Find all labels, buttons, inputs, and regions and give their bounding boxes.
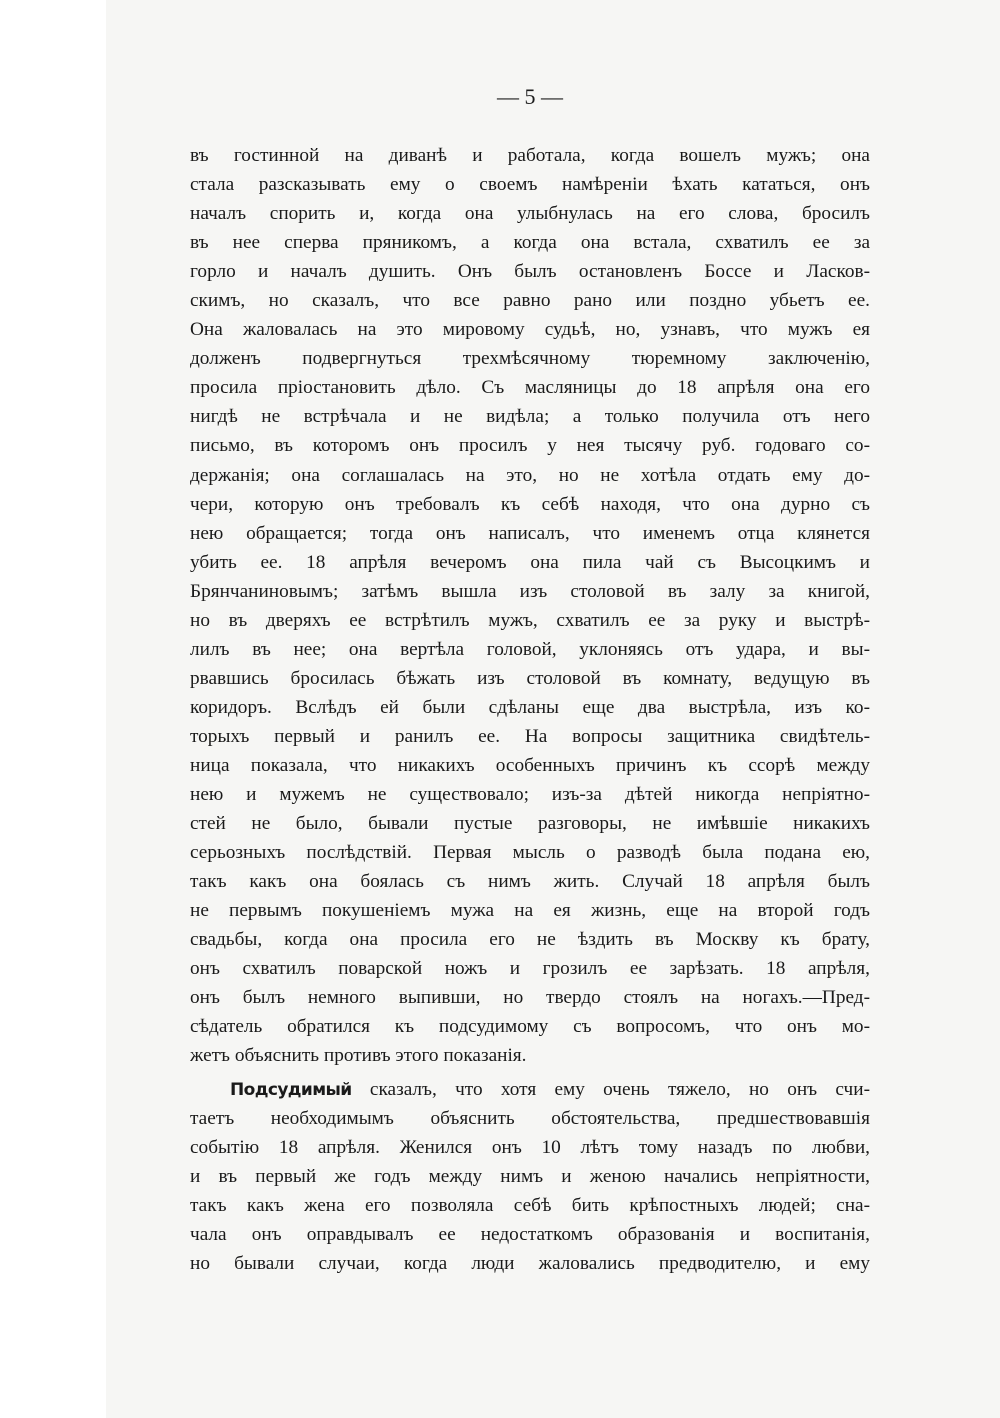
text-line: рвавшись бросилась бѣжать изъ столовой въ комнату, ведущую въ — [190, 667, 870, 689]
text-line: въ гостинной на диванѣ и работала, когда вошелъ мужъ; она — [190, 145, 870, 166]
text-line: въ нее сперва пряникомъ, а когда она встала, схватилъ ее за — [190, 232, 870, 254]
text-line: горло и началъ душить. Онъ былъ остановленъ Боссе и Ласков- — [190, 261, 870, 283]
text-line: долженъ подвергнуться трехмѣсячному тюремному заключенію, — [190, 348, 870, 370]
text-line: и въ первый же годъ между нимъ и женою начались непріятности, — [190, 1165, 870, 1187]
text-line: онъ схватилъ поварской ножъ и грозилъ ее зарѣзать. 18 апрѣля, — [190, 958, 870, 980]
text-line: сѣдатель обратился къ подсудимому съ вопросомъ, что онъ мо- — [190, 1016, 870, 1038]
text-line: таетъ необходимымъ объяснить обстоятельства, предшествовавшія — [190, 1107, 870, 1129]
text-line: Брянчаниновымъ; затѣмъ вышла изъ столовой въ залу за книгой, — [190, 580, 870, 602]
text-line: лилъ въ нее; она вертѣла головой, уклоняясь отъ удара, и вы- — [190, 638, 870, 660]
text-line: онъ былъ немного выпивши, но твердо стоялъ на ногахъ.—Пред- — [190, 987, 870, 1009]
text-line: письмо, въ которомъ онъ просилъ у нея тысячу руб. годоваго со- — [190, 435, 870, 457]
paragraph-first-line — [190, 1075, 870, 1104]
text-line: событію 18 апрѣля. Женился онъ 10 лѣтъ тому назадъ по любви, — [190, 1136, 870, 1158]
text-line: убить ее. 18 апрѣля вечеромъ она пила чай съ Высоцкимъ и — [190, 551, 870, 573]
paragraph-first-line-text: сказалъ, что хотя ему очень тяжело, но онъ счи- — [351, 1078, 870, 1100]
text-line: стей не было, бывали пустые разговоры, не имѣвшіе никакихъ — [190, 813, 870, 835]
text-line: чала онъ оправдывалъ ее недостаткомъ образованія и воспитанія, — [190, 1223, 870, 1245]
text-line: такъ какъ она боялась съ нимъ жить. Случай 18 апрѣля былъ — [190, 871, 870, 893]
text-line: не первымъ покушеніемъ мужа на ея жизнь, еще на второй годъ — [190, 900, 870, 922]
text-line: началъ спорить и, когда она улыбнулась на его слова, бросилъ — [190, 203, 870, 225]
text-line: ница показала, что никакихъ особенныхъ причинъ къ ссорѣ между — [190, 754, 870, 776]
text-line: но въ дверяхъ ее встрѣтилъ мужъ, схватилъ ее за руку и выстрѣ- — [190, 609, 870, 631]
text-line: свадьбы, когда она просила его не ѣздить въ Москву къ брату, — [190, 929, 870, 951]
page-number: — 5 — — [497, 84, 563, 109]
text-line: жетъ объяснить противъ этого показанія. — [190, 1045, 527, 1067]
text-line: нигдѣ не встрѣчала и не видѣла; а только получила отъ него — [190, 406, 870, 428]
text-line: нею и мужемъ не существовало; изъ-за дѣтей никогда непріятно- — [190, 784, 870, 806]
text-line: торыхъ первый и ранилъ ее. На вопросы защитника свидѣтель- — [190, 725, 870, 747]
text-line: но бывали случаи, когда люди жаловались предводителю, и ему — [190, 1252, 870, 1274]
text-line: нею обращается; тогда онъ написалъ, что именемъ отца клянется — [190, 522, 870, 544]
text-line: просила пріостановить дѣло. Съ масляницы до 18 апрѣля она его — [190, 377, 870, 399]
text-line: чери, которую онъ требовалъ къ себѣ находя, что она дурно съ — [190, 493, 870, 515]
speaker-label: Подсудимый — [230, 1079, 352, 1100]
text-line: коридоръ. Вслѣдъ ей были сдѣланы еще два выстрѣла, изъ ко- — [190, 696, 870, 718]
text-line: скимъ, но сказалъ, что все равно рано или поздно убьетъ ее. — [190, 290, 870, 312]
text-line: такъ какъ жена его позволяла себѣ бить крѣпостныхъ людей; сна- — [190, 1194, 870, 1216]
text-line: держанія; она соглашалась на это, но не хотѣла отдать ему до- — [190, 464, 870, 486]
text-line: серьозныхъ послѣдствій. Первая мысль о разводѣ была подана ею, — [190, 842, 870, 864]
text-line: стала разсказывать ему о своемъ намѣреніи ѣхать кататься, онъ — [190, 174, 870, 196]
body-text — [190, 141, 870, 1278]
text-line: Она жаловалась на это мировому судьѣ, но, узнавъ, что мужъ ея — [190, 319, 870, 341]
